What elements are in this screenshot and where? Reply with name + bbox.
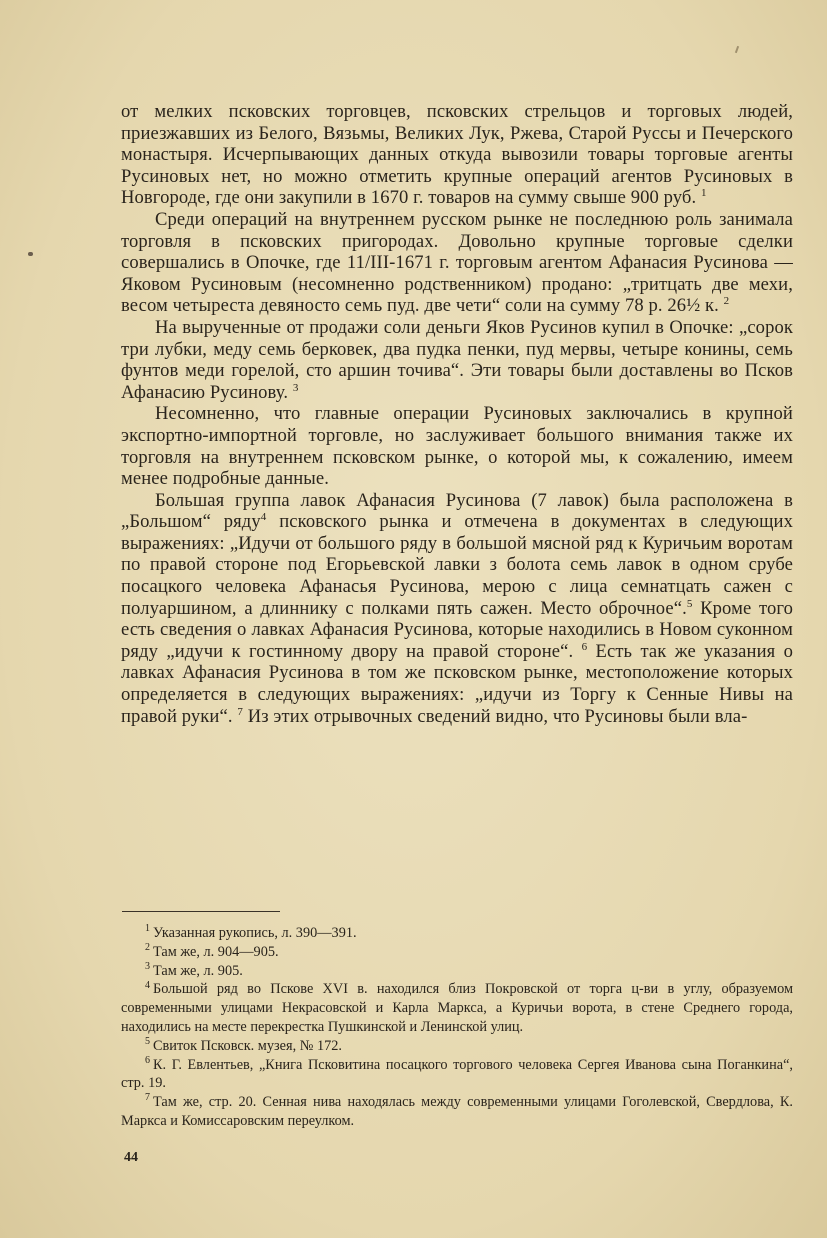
paragraph-1: от мелких псковских торговцев, псковских стрельцов и торговых людей, приезжавших из Белого, Вязьмы, Великих Лук, Ржева, Старой Руссы и Печерского монастыря. Исчерпывающих данных откуда вывозили товары торговые агенты Русиновых нет, но можно отметить крупные операций агентов Русиновых в Новгороде, где они закупили в 1670 г. товаров на сумму свыше 900 руб. $^1$ <box>121 101 793 209</box>
footnote-3: $^3$ Там же, л. 905. <box>145 960 243 979</box>
page-number: 44 <box>124 1150 138 1165</box>
footnote-ref: 4 <box>260 511 267 524</box>
footnotes <box>121 924 793 1131</box>
margin-dot <box>28 252 33 256</box>
footnote-ref: 5 <box>686 597 693 610</box>
footnote-1: $^1$ Указанная рукопись, л. 390—391. <box>145 923 357 941</box>
footnote-ref: 3 <box>292 381 299 394</box>
paragraph-4: Несомненно, что главные операции Русиновых заключались в крупной экспортно-импортной торговле, но заслуживает большого внимания также их торговля на внутреннем псковском рынке, о которой мы, к сожалению, имеем менее подробные данные. <box>121 403 793 490</box>
footnote-ref: 2 <box>723 295 730 308</box>
footnote-ref: 1 <box>701 187 707 200</box>
footnote-6: $^6$ К. Г. Евлентьев, „Книга Псковитина посацкого торгового человека Сергея Иванова сына Поганкина“, стр. 19. <box>121 1054 793 1092</box>
footnote-2: $^2$ Там же, л. 904—905. <box>145 942 279 960</box>
main-text <box>121 101 793 727</box>
footnote-divider <box>122 911 280 912</box>
footnote-4: $^4$ Большой ряд во Пскове XVI в. находился близ Покровской от торга ц-ви в углу, образуемом современными улицами Некрасовской и Карла Маркса, а Куричьи ворота, в стене Среднего города, находились на месте перекрестка Пушкинской и Ленинской улиц. <box>121 979 793 1035</box>
footnote-5: $^5$ Свиток Псковск. музея, № 172. <box>145 1036 342 1054</box>
margin-mark <box>735 46 739 53</box>
paragraph-2: Среди операций на внутреннем русском рынке не последнюю роль занимала торговля в псковских пригородах. Довольно крупные торговые сделки совершались в Опочке, где 11/III-1671 г. торговым агентом Афанасия Русинова — Яковом Русиновым (несомненно родственником) продано: „тритцать две мехи, весом четыреста девяносто семь пуд. две чети“ соли на сумму 78 р. 26½ к. $^2$ <box>121 208 793 317</box>
paragraph-5: Большая группа лавок Афанасия Русинова (7 лавок) была расположена в „Большом“ ряду$^4$ псковского рынка и отмечена в документах в следующих выражениях: „Идучи от большого ряду в большой мясной ряд к Куричьим воротам по правой стороне под Егорьевской лавки з болота семь лавок в одном срубе посацкого человека Афанасья Русинова, мерою с лица семнатцать сажен с полуаршином, а длиннику с полками пять сажен. Место оброчное“.$^5$ Кроме того есть сведения о лавках Афанасия Русинова, которые находились в Новом суконном ряду „идучи к гостинному двору на правой стороне“. $^6$ Есть так же указания о лавках Афанасия Русинова в том же псковском рынке, местоположение которых определяется в следующих выражениях: „идучи из Торгу к Сенные Нивы на правой руки“. $^7$ Из этих отрывочных сведений видно, что Русиновы были вла- <box>121 489 794 727</box>
footnote-ref: 7 <box>237 705 243 718</box>
footnote-7: $^7$ Там же, стр. 20. Сенная нива находялась между современными улицами Гоголевской, Свердлова, К. Маркса и Комиссаровским переулком. <box>121 1092 793 1129</box>
footnote-ref: 6 <box>581 640 588 653</box>
paragraph-3: На вырученные от продажи соли деньги Яков Русинов купил в Опочке: „сорок три лубки, меду семь берковек, два пудка пенки, пуд мервы, четыре конины, семь фунтов меди горелой, сто аршин точива“. Эти товары были доставлены во Псков Афанасию Русинову. $^3$ <box>121 316 793 403</box>
